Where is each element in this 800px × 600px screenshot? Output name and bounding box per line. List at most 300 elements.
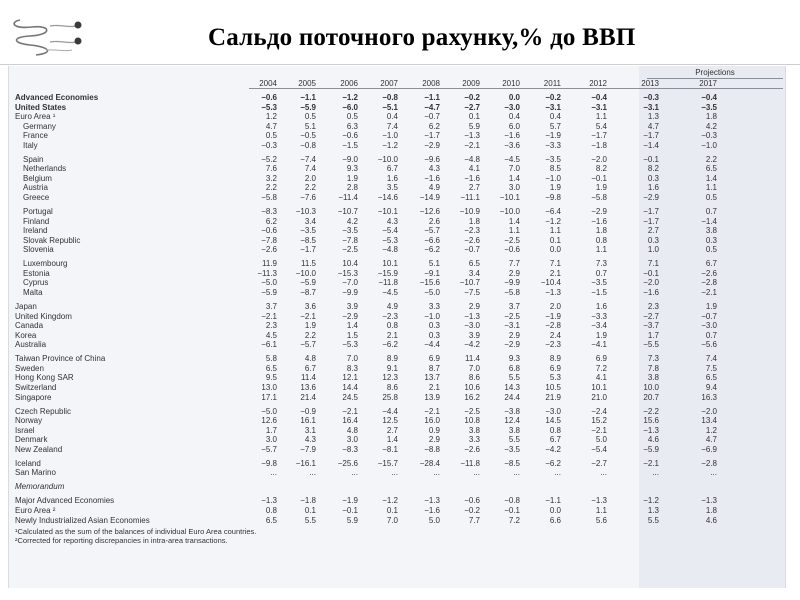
- table-cell: 3.9: [468, 330, 480, 340]
- table-cell: 10.1: [591, 382, 607, 392]
- table-cell: 1.9: [595, 183, 607, 193]
- table-cell: −5.3: [382, 235, 398, 245]
- table-row: [9, 155, 785, 165]
- table-cell: −6.0: [342, 102, 358, 112]
- table-row: [9, 393, 785, 403]
- table-cell: −3.5: [701, 102, 717, 112]
- table-cell: −2.1: [342, 406, 358, 416]
- table-row: [9, 364, 785, 374]
- table-cell: −1.6: [643, 288, 659, 297]
- table-cell: −7.4: [300, 154, 316, 164]
- table-cell: 6.5: [705, 373, 717, 383]
- table-row: [9, 445, 785, 455]
- table-row: [9, 103, 785, 113]
- table-cell: 8.2: [595, 164, 607, 174]
- table-cell: −2.6: [464, 444, 480, 454]
- table-cell: 2.9: [468, 302, 480, 311]
- table-cell: −12.6: [419, 207, 440, 216]
- table-cell: −10.9: [459, 207, 480, 216]
- table-cell: −5.9: [261, 288, 277, 297]
- year-header-2012: 2012: [589, 79, 607, 88]
- table-cell: −5.7: [300, 340, 316, 350]
- header-rule: [249, 88, 783, 89]
- table-cell: 1.1: [705, 183, 717, 193]
- table-row: [9, 496, 785, 506]
- table-cell: 7.4: [705, 354, 717, 364]
- table-cell: −0.3: [701, 131, 717, 141]
- table-cell: −2.0: [643, 278, 659, 288]
- table-cell: −0.9: [300, 406, 316, 416]
- table-cell: −3.1: [591, 102, 607, 112]
- table-cell: 10.0: [643, 382, 659, 392]
- table-row: [9, 226, 785, 236]
- table-cell: −6.9: [701, 444, 717, 454]
- table-cell: −0.8: [504, 496, 520, 506]
- year-header-2005: 2005: [298, 79, 316, 88]
- table-cell: 0.5: [265, 131, 277, 141]
- table-cell: 12.5: [382, 416, 398, 426]
- table-cell: 0.3: [647, 173, 659, 183]
- table-cell: 5.7: [549, 121, 561, 131]
- table-cell: −1.7: [591, 131, 607, 141]
- table-cell: −0.7: [464, 245, 480, 255]
- table-cell: −6.2: [424, 245, 440, 255]
- table-cell: −0.5: [300, 131, 316, 141]
- table-cell: −9.0: [342, 154, 358, 164]
- table-cell: −6.1: [261, 340, 277, 350]
- table-row: [9, 383, 785, 393]
- row-label: Belgium: [23, 173, 52, 183]
- table-row: [9, 416, 785, 426]
- table-cell: −0.2: [545, 93, 561, 102]
- table-cell: 1.7: [265, 425, 277, 435]
- table-cell: 4.6: [647, 435, 659, 445]
- table-cell: −3.0: [701, 321, 717, 331]
- table-cell: 9.3: [508, 354, 520, 364]
- title-divider: [0, 64, 800, 65]
- table-cell: 1.6: [647, 183, 659, 193]
- table-row: [9, 435, 785, 445]
- table-cell: −3.3: [591, 311, 607, 321]
- table-cell: −4.5: [382, 288, 398, 297]
- table-cell: −1.7: [300, 245, 316, 255]
- table-cell: −1.8: [591, 140, 607, 150]
- table-cell: 4.3: [386, 216, 398, 226]
- table-cell: 3.0: [265, 435, 277, 445]
- table-cell: −6.6: [424, 235, 440, 245]
- table-cell: 16.0: [424, 416, 440, 426]
- table-cell: 0.7: [705, 330, 717, 340]
- table-cell: 0.7: [705, 207, 717, 216]
- row-label: Memorandum: [15, 482, 65, 492]
- table-row: [9, 354, 785, 364]
- year-header-2011: 2011: [543, 79, 561, 88]
- table-cell: −5.4: [591, 444, 607, 454]
- table-cell: −10.0: [499, 207, 520, 216]
- table-cell: 11.4: [465, 354, 480, 364]
- row-label: Euro Area ¹: [15, 112, 56, 122]
- table-cell: −1.2: [382, 496, 398, 506]
- year-header-2004: 2004: [259, 79, 277, 88]
- table-cell: 3.7: [508, 302, 520, 311]
- table-cell: 5.0: [595, 435, 607, 445]
- table-cell: 0.4: [549, 112, 561, 122]
- table-cell: 10.4: [342, 259, 358, 269]
- table-cell: 6.5: [265, 363, 277, 373]
- table-cell: 3.8: [647, 373, 659, 383]
- table-cell: 8.2: [647, 164, 659, 174]
- row-label: Hong Kong SAR: [15, 373, 74, 383]
- table-cell: 10.5: [545, 382, 561, 392]
- table-cell: 5.5: [508, 435, 520, 445]
- table-cell: 5.5: [647, 515, 659, 525]
- data-table: [8, 66, 786, 588]
- row-label: Greece: [23, 193, 50, 202]
- table-cell: 12.1: [342, 373, 358, 383]
- table-cell: −2.1: [300, 311, 316, 321]
- table-cell: 2.8: [346, 183, 358, 193]
- table-cell: 4.9: [386, 302, 398, 311]
- table-cell: −1.3: [464, 131, 480, 141]
- table-cell: 5.9: [346, 515, 358, 525]
- table-cell: −1.3: [643, 425, 659, 435]
- table-cell: 5.5: [304, 515, 316, 525]
- table-cell: 4.5: [265, 330, 277, 340]
- row-label: Advanced Economies: [15, 93, 99, 102]
- table-cell: 0.5: [705, 245, 717, 255]
- table-cell: −0.1: [643, 154, 659, 164]
- table-cell: 2.9: [508, 330, 520, 340]
- table-cell: −3.6: [504, 140, 520, 150]
- table-cell: 2.0: [304, 173, 316, 183]
- table-cell: −3.0: [504, 102, 520, 112]
- table-cell: 1.8: [705, 112, 717, 122]
- table-cell: −1.7: [643, 207, 659, 216]
- table-cell: −2.1: [591, 425, 607, 435]
- footnote: ¹Calculated as the sum of the balances of individual Euro Area countries.: [15, 527, 257, 537]
- table-cell: −3.1: [504, 321, 520, 331]
- table-cell: −2.6: [464, 235, 480, 245]
- table-cell: −5.4: [382, 226, 398, 236]
- table-cell: −2.8: [545, 321, 561, 331]
- table-cell: −1.0: [545, 173, 561, 183]
- table-cell: 14.4: [342, 382, 358, 392]
- table-cell: 1.5: [346, 330, 358, 340]
- row-label: Czech Republic: [15, 406, 72, 416]
- table-cell: 1.2: [705, 425, 717, 435]
- table-cell: −7.8: [342, 235, 358, 245]
- table-cell: −1.9: [545, 131, 561, 141]
- table-cell: −0.4: [591, 93, 607, 102]
- table-cell: 1.1: [595, 112, 607, 122]
- table-cell: 3.7: [265, 302, 277, 311]
- table-cell: 2.2: [265, 183, 277, 193]
- table-cell: 5.1: [428, 259, 440, 269]
- table-cell: 3.6: [304, 302, 316, 311]
- table-cell: −0.2: [464, 93, 480, 102]
- table-cell: 1.4: [386, 435, 398, 445]
- table-cell: 2.0: [549, 302, 561, 311]
- table-cell: −3.5: [545, 154, 561, 164]
- table-cell: −3.5: [300, 226, 316, 236]
- table-row: [9, 269, 785, 279]
- table-cell: −3.1: [643, 102, 659, 112]
- table-cell: −2.9: [591, 207, 607, 216]
- table-cell: 0.3: [428, 330, 440, 340]
- table-cell: 0.3: [705, 235, 717, 245]
- table-cell: 7.1: [647, 259, 659, 269]
- table-cell: −9.9: [342, 288, 358, 297]
- table-cell: ...: [433, 468, 440, 478]
- row-label: Austria: [23, 183, 48, 193]
- table-cell: −0.7: [424, 112, 440, 122]
- table-cell: −0.3: [643, 93, 659, 102]
- table-row: [9, 278, 785, 288]
- table-cell: −1.5: [342, 140, 358, 150]
- table-cell: 8.3: [346, 363, 358, 373]
- row-label: Spain: [23, 154, 44, 164]
- table-cell: 1.9: [304, 321, 316, 331]
- table-row: [9, 164, 785, 174]
- table-cell: 2.7: [386, 425, 398, 435]
- table-cell: −1.1: [300, 93, 316, 102]
- table-cell: −1.1: [545, 496, 561, 506]
- table-cell: −2.1: [261, 311, 277, 321]
- table-row: [9, 506, 785, 516]
- table-cell: −6.2: [545, 458, 561, 468]
- table-cell: ...: [513, 468, 520, 478]
- table-cell: 3.0: [346, 435, 358, 445]
- table-cell: 21.9: [545, 392, 561, 402]
- table-cell: 2.2: [304, 330, 316, 340]
- table-cell: −4.1: [591, 340, 607, 350]
- table-cell: 11.4: [301, 373, 316, 383]
- table-cell: 4.7: [705, 435, 717, 445]
- row-label: Germany: [23, 121, 56, 131]
- table-cell: −1.3: [545, 288, 561, 297]
- table-cell: 0.5: [304, 112, 316, 122]
- table-cell: −3.8: [504, 406, 520, 416]
- table-cell: −4.2: [545, 444, 561, 454]
- table-cell: 0.3: [647, 235, 659, 245]
- row-label: Slovenia: [23, 245, 54, 255]
- year-header-2008: 2008: [422, 79, 440, 88]
- table-cell: −2.1: [643, 458, 659, 468]
- table-cell: 1.8: [595, 226, 607, 236]
- table-cell: −0.1: [591, 173, 607, 183]
- table-cell: 7.0: [468, 363, 480, 373]
- table-cell: 1.3: [647, 112, 659, 122]
- table-cell: 1.9: [705, 302, 717, 311]
- table-cell: 0.1: [468, 112, 480, 122]
- table-cell: −0.6: [261, 226, 277, 236]
- row-label: Luxembourg: [23, 259, 68, 269]
- table-cell: 7.0: [508, 164, 520, 174]
- table-cell: 1.1: [595, 245, 607, 255]
- table-row: [9, 112, 785, 122]
- table-cell: −2.3: [545, 340, 561, 350]
- table-cell: −3.5: [504, 444, 520, 454]
- table-cell: −11.1: [460, 193, 480, 202]
- table-cell: −11.8: [460, 458, 480, 468]
- table-cell: −5.9: [300, 102, 316, 112]
- table-cell: 21.0: [591, 392, 607, 402]
- table-cell: 1.3: [647, 506, 659, 515]
- table-cell: ...: [600, 468, 607, 478]
- table-cell: 6.5: [705, 164, 717, 174]
- table-cell: −1.6: [504, 131, 520, 141]
- table-cell: −2.9: [342, 311, 358, 321]
- table-cell: ...: [554, 468, 561, 478]
- table-cell: −9.9: [504, 278, 520, 288]
- table-cell: 1.4: [508, 173, 520, 183]
- table-cell: −0.3: [261, 140, 277, 150]
- table-cell: −5.8: [504, 288, 520, 297]
- table-cell: 6.6: [549, 515, 561, 525]
- table-cell: 0.0: [549, 245, 561, 255]
- table-cell: 0.0: [549, 506, 561, 515]
- table-cell: 7.7: [508, 259, 520, 269]
- table-cell: −2.9: [643, 193, 659, 202]
- table-cell: −8.8: [424, 444, 440, 454]
- table-row: [9, 207, 785, 217]
- table-cell: −7.5: [464, 288, 480, 297]
- table-cell: 7.8: [647, 363, 659, 373]
- table-cell: 0.1: [386, 506, 398, 515]
- table-cell: 6.2: [428, 121, 440, 131]
- table-cell: 10.6: [464, 382, 480, 392]
- row-label: Australia: [15, 340, 47, 350]
- table-cell: −1.3: [261, 496, 277, 506]
- table-cell: 14.3: [504, 382, 520, 392]
- table-cell: −1.2: [545, 216, 561, 226]
- table-cell: −3.0: [545, 406, 561, 416]
- table-cell: −1.6: [591, 216, 607, 226]
- logo-icon: [6, 14, 86, 58]
- table-cell: −4.2: [464, 340, 480, 350]
- table-cell: 5.6: [595, 515, 607, 525]
- table-cell: 4.2: [705, 121, 717, 131]
- table-cell: 1.9: [549, 183, 561, 193]
- table-cell: 16.4: [342, 416, 358, 426]
- table-cell: −8.7: [300, 288, 316, 297]
- table-cell: 4.1: [468, 164, 480, 174]
- table-row: [9, 302, 785, 312]
- table-row: [9, 245, 785, 255]
- table-cell: −0.8: [300, 140, 316, 150]
- table-cell: 0.3: [428, 321, 440, 331]
- row-label: Sweden: [15, 363, 44, 373]
- table-cell: −15.9: [377, 268, 398, 278]
- table-cell: −7.6: [300, 193, 316, 202]
- table-cell: 2.2: [705, 154, 717, 164]
- table-row: [9, 482, 785, 492]
- table-row: [9, 373, 785, 383]
- table-cell: 25.8: [382, 392, 398, 402]
- table-cell: −0.2: [464, 506, 480, 515]
- table-row: [9, 183, 785, 193]
- table-cell: −16.1: [295, 458, 316, 468]
- table-cell: 5.3: [549, 373, 561, 383]
- table-cell: 3.9: [346, 302, 358, 311]
- table-cell: −2.7: [591, 458, 607, 468]
- table-cell: −5.1: [382, 102, 398, 112]
- year-header-2007: 2007: [380, 79, 398, 88]
- table-cell: −5.5: [643, 340, 659, 350]
- table-cell: −0.1: [342, 506, 358, 515]
- table-cell: 7.7: [468, 515, 480, 525]
- table-cell: −0.4: [701, 93, 717, 102]
- table-cell: −1.6: [424, 173, 440, 183]
- table-cell: 4.7: [647, 121, 659, 131]
- table-cell: 6.0: [508, 121, 520, 131]
- table-cell: 3.5: [386, 183, 398, 193]
- table-cell: 13.9: [424, 392, 440, 402]
- table-cell: 6.2: [265, 216, 277, 226]
- table-cell: 6.9: [595, 354, 607, 364]
- table-cell: 0.4: [386, 112, 398, 122]
- table-cell: −8.5: [504, 458, 520, 468]
- table-cell: 13.0: [261, 382, 277, 392]
- row-label: Korea: [15, 330, 37, 340]
- table-cell: 15.6: [643, 416, 659, 426]
- row-label: Iceland: [15, 458, 41, 468]
- table-cell: 1.8: [468, 216, 480, 226]
- table-cell: −1.2: [342, 93, 358, 102]
- table-cell: 6.7: [304, 363, 316, 373]
- row-label: Finland: [23, 216, 50, 226]
- table-cell: −2.0: [701, 406, 717, 416]
- table-cell: −1.8: [300, 496, 316, 506]
- table-cell: −3.0: [464, 321, 480, 331]
- table-cell: 4.3: [428, 164, 440, 174]
- table-cell: −4.4: [424, 340, 440, 350]
- projections-label: Projections: [695, 68, 735, 77]
- table-cell: 5.5: [508, 373, 520, 383]
- table-cell: −5.8: [261, 193, 277, 202]
- table-cell: 1.7: [647, 330, 659, 340]
- table-cell: −8.5: [300, 235, 316, 245]
- table-cell: 1.4: [508, 216, 520, 226]
- table-cell: −1.3: [424, 496, 440, 506]
- table-cell: 8.5: [549, 164, 561, 174]
- table-cell: 2.9: [508, 268, 520, 278]
- table-cell: 0.9: [428, 425, 440, 435]
- table-cell: −6.4: [545, 207, 561, 216]
- table-cell: 7.1: [549, 259, 561, 269]
- table-cell: 1.2: [265, 112, 277, 122]
- row-label: Canada: [15, 321, 44, 331]
- row-label: Euro Area ²: [15, 506, 56, 515]
- table-cell: −2.0: [591, 154, 607, 164]
- table-cell: −1.9: [342, 496, 358, 506]
- table-cell: −10.3: [295, 207, 316, 216]
- table-cell: −10.7: [459, 278, 480, 288]
- table-cell: −5.2: [261, 154, 277, 164]
- table-cell: 10.1: [382, 259, 398, 269]
- table-cell: 7.6: [265, 164, 277, 174]
- table-cell: ...: [652, 468, 659, 478]
- table-cell: −0.8: [382, 93, 398, 102]
- table-cell: −2.1: [424, 406, 440, 416]
- table-cell: 2.3: [265, 321, 277, 331]
- table-cell: −2.5: [342, 245, 358, 255]
- table-cell: −2.2: [643, 406, 659, 416]
- table-cell: 12.3: [382, 373, 398, 383]
- table-cell: −10.1: [499, 193, 520, 202]
- year-header-2009: 2009: [462, 79, 480, 88]
- table-cell: −5.6: [701, 340, 717, 350]
